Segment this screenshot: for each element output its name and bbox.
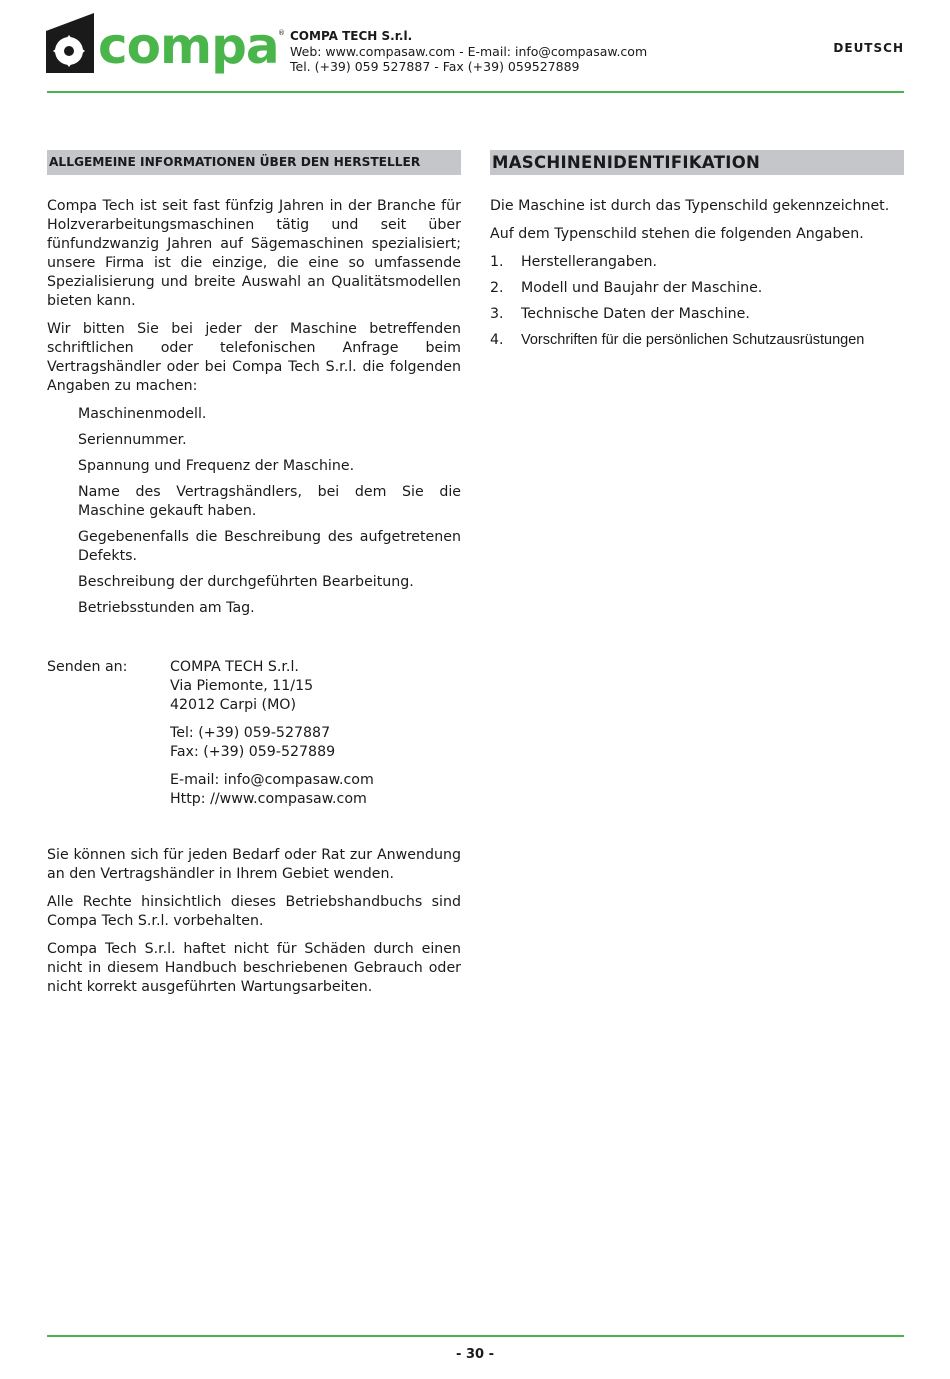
list-item: Maschinenmodell. bbox=[78, 406, 207, 422]
logo-wordmark: compa bbox=[98, 17, 279, 75]
intro-paragraph: Compa Tech ist seit fast fünfzig Jahren in der Branche für Holzverarbeitungsmaschinen tätig und seit über fünfundzwanzig Jahren auf Sägemaschinen spezialisiert; unsere Firma ist die einzige, die eine so umfassende Spezialisierung und breite Auswahl an Qualitätsmodellen bieten kann. bbox=[47, 198, 461, 309]
address-company: COMPA TECH S.r.l. bbox=[170, 659, 299, 675]
send-to-label: Senden an: bbox=[47, 659, 128, 675]
list-item bbox=[490, 279, 904, 298]
footer-rule bbox=[47, 1335, 904, 1337]
list-text: Vorschriften für die persönlichen Schutzausrüstungen bbox=[521, 332, 865, 348]
address-fax: Fax: (+39) 059-527889 bbox=[170, 744, 336, 760]
address-details bbox=[170, 658, 461, 818]
registered-mark: ® bbox=[278, 29, 285, 37]
list-item bbox=[490, 253, 904, 272]
list-text: Modell und Baujahr der Maschine. bbox=[521, 280, 763, 296]
list-item bbox=[490, 305, 904, 324]
list-item: Spannung und Frequenz der Maschine. bbox=[78, 458, 355, 474]
list-number: 4. bbox=[490, 332, 504, 348]
list-item: Beschreibung der durchgeführten Bearbeitung. bbox=[78, 574, 414, 590]
list-number: 2. bbox=[490, 280, 504, 296]
liability-paragraph: Compa Tech S.r.l. haftet nicht für Schäden durch einen nicht in diesem Handbuch beschriebenen Gebrauch oder nicht korrekt ausgeführten Wartungsarbeiten. bbox=[47, 941, 461, 995]
company-web: Web: www.compasaw.com - E-mail: info@compasaw.com bbox=[290, 44, 648, 59]
page-number: - 30 - bbox=[456, 1347, 494, 1362]
left-column bbox=[47, 150, 461, 1006]
address-street: Via Piemonte, 11/15 bbox=[170, 678, 314, 694]
company-tel: Tel. (+39) 059 527887 - Fax (+39) 059527889 bbox=[290, 59, 580, 74]
list-item: Seriennummer. bbox=[78, 432, 187, 448]
nameplate-list bbox=[490, 253, 904, 350]
address-block bbox=[47, 658, 461, 818]
nameplate-paragraph: Auf dem Typenschild stehen die folgenden Angaben. bbox=[490, 226, 864, 242]
compa-logo bbox=[46, 13, 286, 75]
identification-paragraph: Die Maschine ist durch das Typenschild gekennzeichnet. bbox=[490, 198, 890, 214]
language-label: DEUTSCH bbox=[833, 41, 904, 55]
list-item bbox=[490, 331, 904, 350]
list-number: 1. bbox=[490, 254, 504, 270]
section-heading-identification: MASCHINENIDENTIFIKATION bbox=[490, 150, 904, 175]
section-heading-manufacturer: ALLGEMEINE INFORMATIONEN ÜBER DEN HERSTELLER bbox=[47, 150, 461, 175]
rights-paragraph: Alle Rechte hinsichtlich dieses Betriebshandbuchs sind Compa Tech S.r.l. vorbehalten. bbox=[47, 894, 461, 929]
advice-paragraph: Sie können sich für jeden Bedarf oder Rat zur Anwendung an den Vertragshändler in Ihrem Gebiet wenden. bbox=[47, 847, 461, 882]
list-item: Betriebsstunden am Tag. bbox=[78, 600, 255, 616]
right-column bbox=[490, 150, 904, 357]
header-rule bbox=[47, 91, 904, 93]
request-paragraph: Wir bitten Sie bei jeder der Maschine betreffenden schriftlichen oder telefonischen Anfrage beim Vertragshändler oder bei Compa Tech S.r.l. die folgenden Angaben zu machen: bbox=[47, 321, 461, 394]
address-tel: Tel: (+39) 059-527887 bbox=[170, 725, 331, 741]
list-text: Technische Daten der Maschine. bbox=[521, 306, 750, 322]
list-number: 3. bbox=[490, 306, 504, 322]
address-city: 42012 Carpi (MO) bbox=[170, 697, 297, 713]
list-text: Herstellerangaben. bbox=[521, 254, 657, 270]
list-item: Gegebenenfalls die Beschreibung des aufgetretenen Defekts. bbox=[78, 529, 461, 564]
address-web: Http: //www.compasaw.com bbox=[170, 791, 367, 807]
required-info-list bbox=[78, 405, 461, 618]
address-email: E-mail: info@compasaw.com bbox=[170, 772, 374, 788]
company-name: COMPA TECH S.r.l. bbox=[290, 29, 413, 43]
list-item: Name des Vertragshändlers, bei dem Sie die Maschine gekauft haben. bbox=[78, 484, 461, 519]
page-header bbox=[0, 0, 950, 95]
company-info bbox=[290, 29, 647, 74]
